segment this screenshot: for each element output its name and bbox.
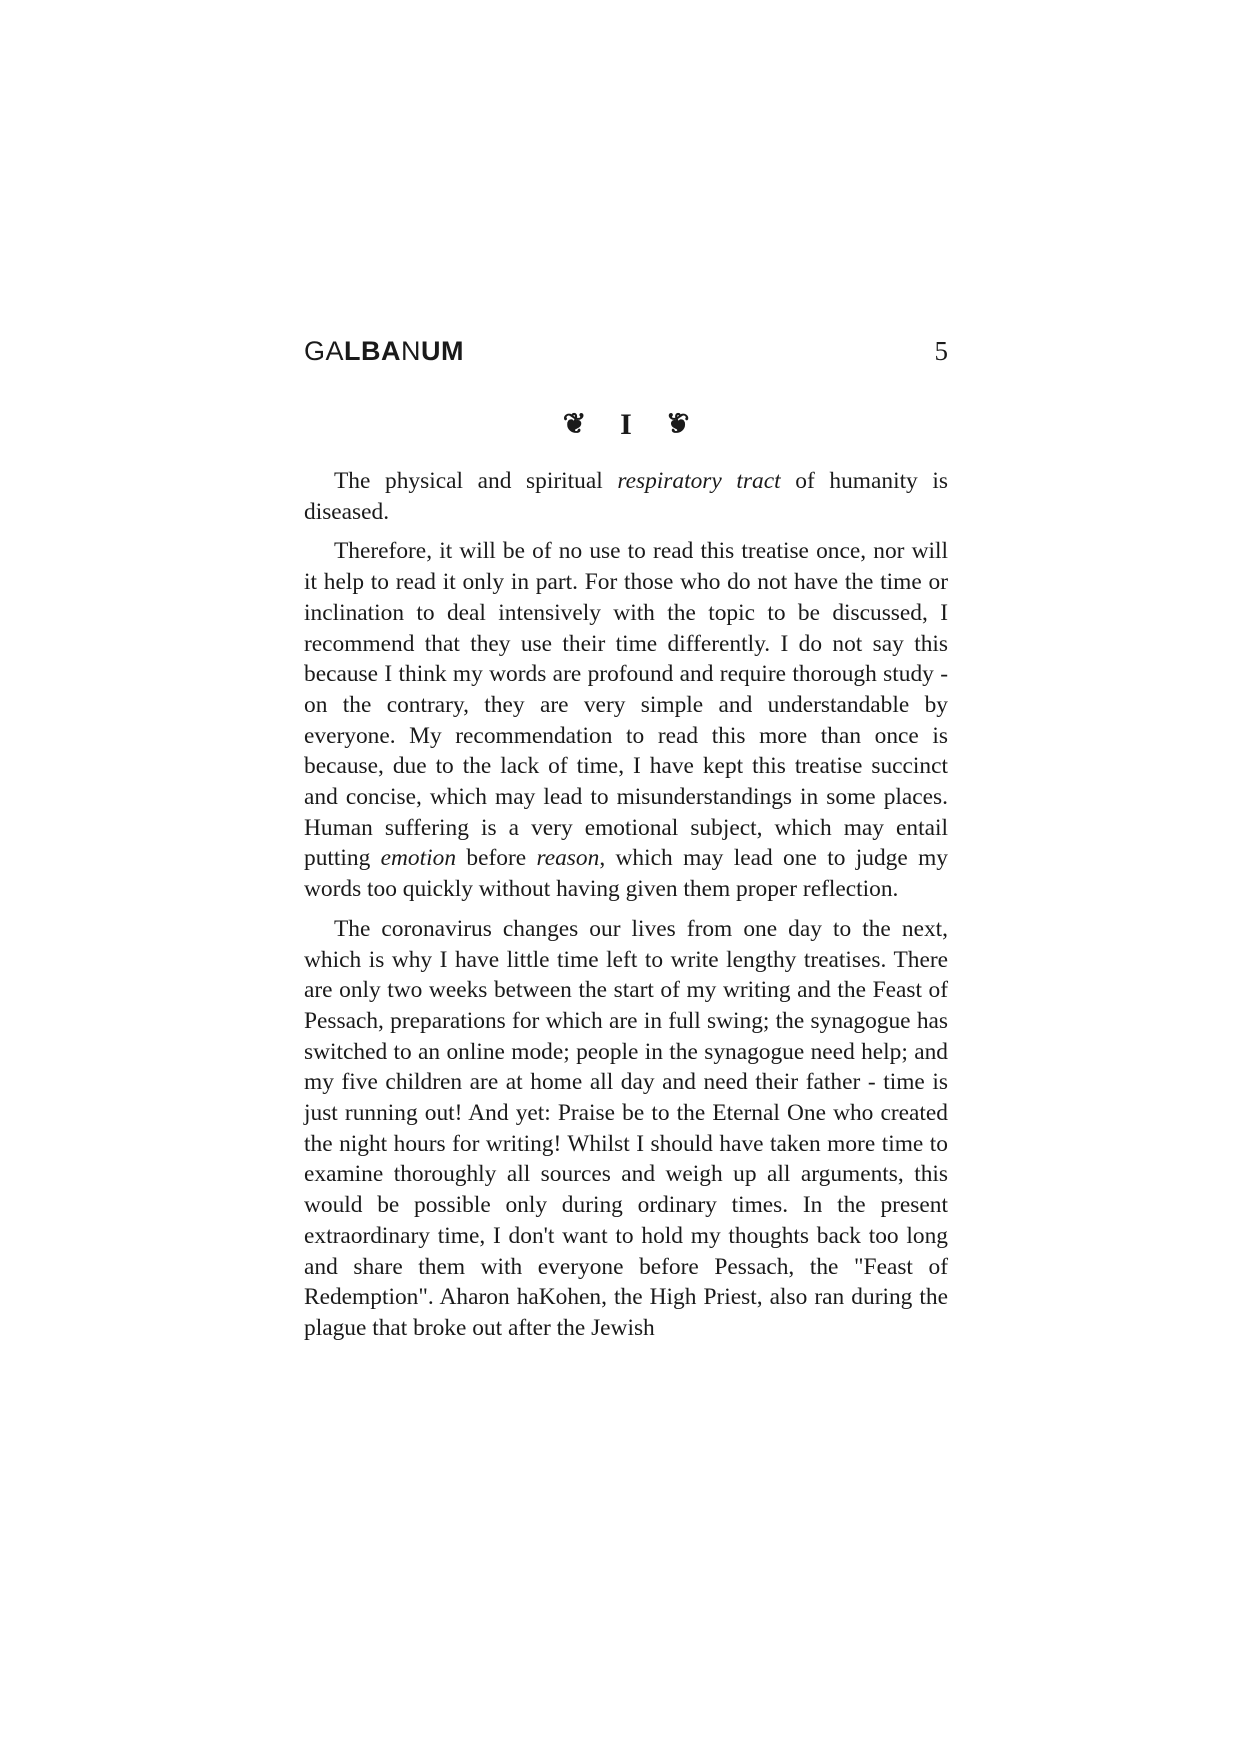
chapter-heading — [304, 406, 948, 444]
text-run: before — [456, 845, 537, 872]
fleuron-left-icon: ❦ — [562, 409, 587, 440]
paragraph — [304, 536, 948, 904]
book-page — [304, 336, 948, 1353]
running-title-part: GA — [304, 336, 345, 366]
running-title-part: UM — [421, 336, 465, 366]
italic-phrase: respiratory tract — [617, 468, 781, 494]
page-number: 5 — [934, 336, 948, 366]
paragraph — [304, 466, 948, 527]
chapter-numeral: I — [620, 408, 632, 441]
fleuron-right-icon: ❦ — [665, 409, 690, 440]
italic-phrase: reason — [536, 845, 600, 872]
running-head — [304, 336, 948, 376]
text-run: , which may lead one to judge my words too quickly without having given them proper reflection. — [304, 845, 948, 903]
running-title-part: N — [401, 336, 422, 366]
text-run: Therefore, it will be of no use to read this treatise once, nor will it help to read it only in part. For those who do not have the time or inclination to deal intensively with the topic to be discussed, I recommend that they use their time differently. I do not say this because I think my words are profound and require thorough study - on the contrary, they are very simple and understandable by everyone. My recommendation to read this more than once is because, due to the lack of time, I have kept this treatise succinct and concise, which may lead to misunderstandings in some places. Human suffering is a very emotional subject, which may entail putting — [304, 538, 948, 872]
running-title-part: LBA — [344, 336, 402, 366]
paragraph — [304, 914, 948, 1344]
running-title — [304, 336, 464, 367]
text-run: The coronavirus changes our lives from one day to the next, which is why I have little time left to write lengthy treatises. There are only two weeks between the start of my writing and the Feast of Pessach, preparations for which are in full swing; the synagogue has switched to an online mode; people in the synagogue need help; and my five children are at home all day and need their father - time is just running out! And yet: Praise be to the Eternal One who created the night hours for writing! Whilst I should have taken more time to examine thoroughly all sources and weigh up all arguments, this would be possible only during ordinary times. In the present extraordinary time, I don't want to hold my thoughts back too long and share them with everyone before Pessach, the "Feast of Redemption". Aharon haKohen, the High Priest, also ran during the plague that broke out after the Jewish — [304, 915, 948, 1341]
text-run: The physical and spiritual — [334, 468, 618, 494]
italic-phrase: emotion — [380, 845, 457, 872]
text-run: of humanity is diseased. — [304, 468, 949, 525]
body-text — [304, 466, 948, 1344]
